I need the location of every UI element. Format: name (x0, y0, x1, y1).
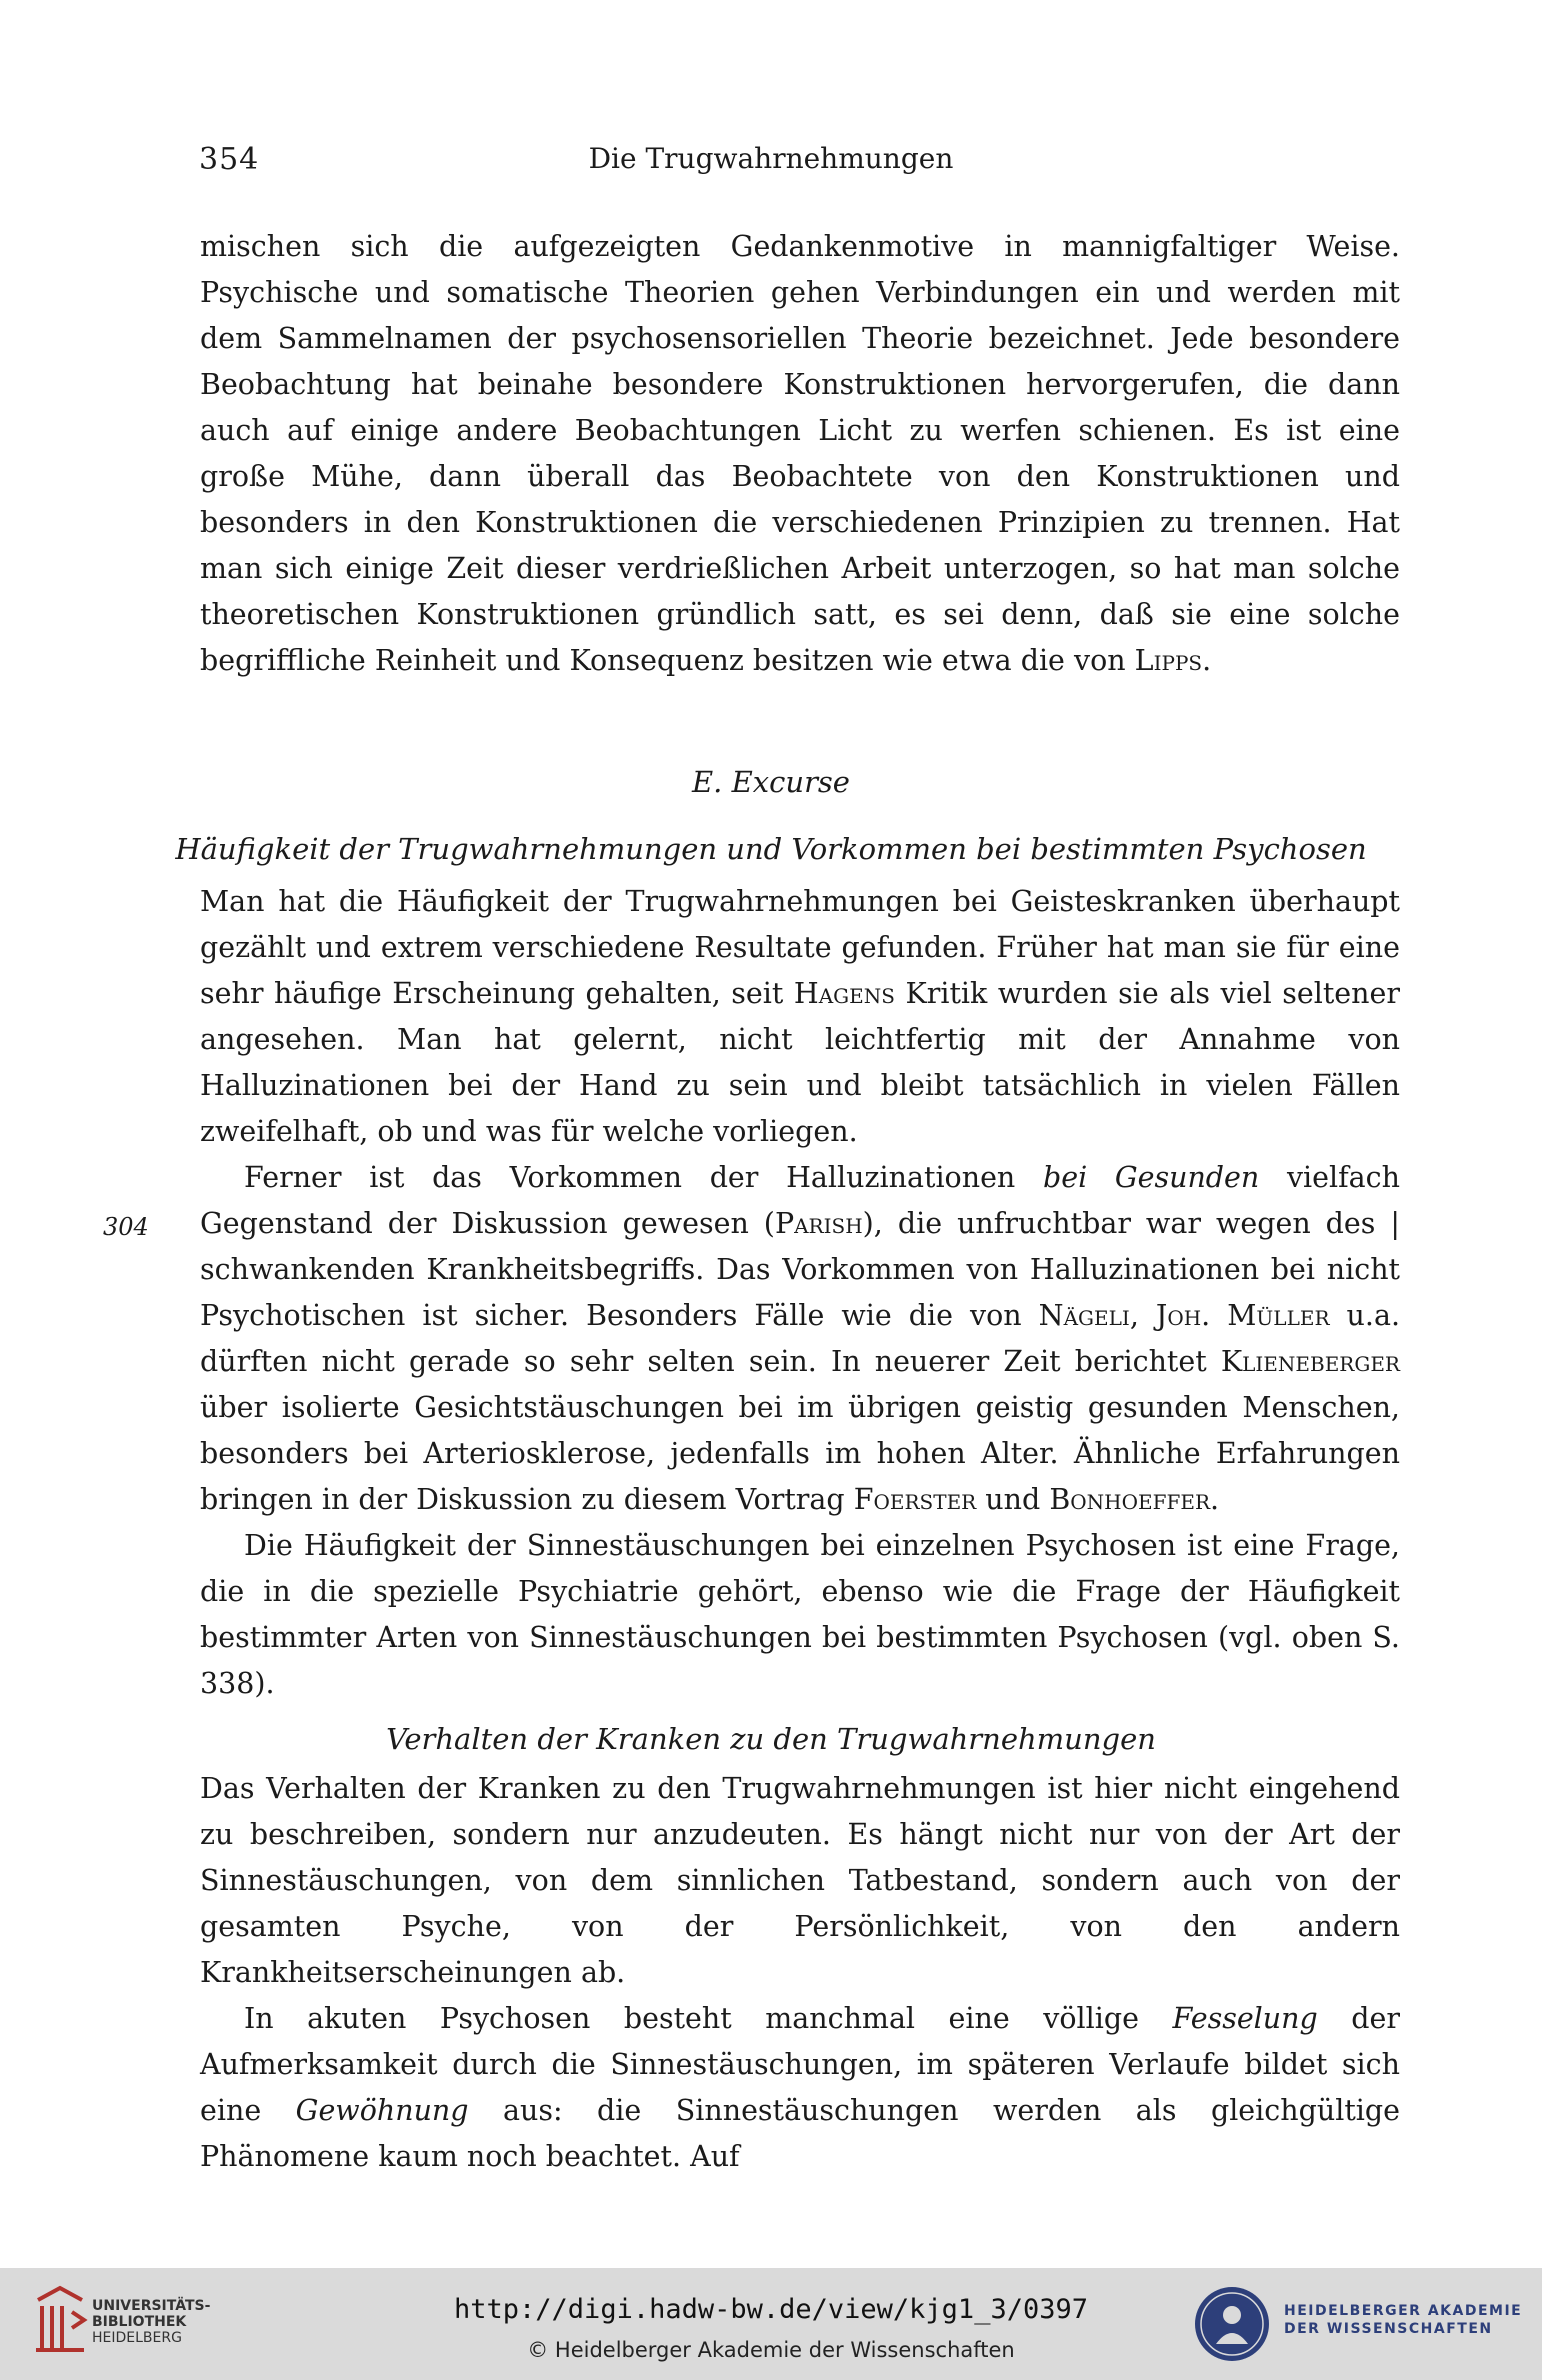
intro-paragraph: mischen sich die aufgezeigten Gedankenmotive in mannigfaltiger Weise. Psychische und somatische Theorien gehen Verbindungen ein und werden mit dem Sammelnamen der psychosensoriellen Theorie bezeichnet. Jede besondere Beobachtung hat beinahe besondere Konstruktionen hervorgerufen, die dann auch auf einige andere Beobachtungen Licht zu werfen schienen. Es ist eine große Mühe, dann überall das Beobachtete von den Konstruktionen und besonders in den Konstruktionen die verschiedenen Prinzipien zu trennen. Hat man sich einige Zeit dieser verdrießlichen Arbeit unterzogen, so hat man solche theoretischen Konstruktionen gründlich satt, es sei denn, daß sie eine solche begriffliche Reinheit und Konsequenz besitzen wie etwa die von Lipps. (200, 230, 1400, 677)
author-name: Joh. Müller (1155, 1299, 1330, 1332)
section2-block (200, 1766, 1400, 2180)
section1-paragraph2: Ferner ist das Vorkommen der Halluzinationen bei Gesunden vielfach Gegenstand der Diskussion gewesen (Parish), die unfruchtbar war wegen des | schwankenden Krankheitsbegriffs. Das Vorkommen von Halluzinationen bei nicht Psychotischen ist sicher. Besonders Fälle wie die von Nägeli, Joh. Müller u.a. dürften nicht gerade so sehr selten sein. In neuerer Zeit berichtet Klieneberger über isolierte Gesichtstäuschungen bei im übrigen geistig gesunden Menschen, besonders bei Arteriosklerose, jedenfalls im hohen Alter. Ähnliche Erfahrungen bringen in der Diskussion zu diesem Vortrag Foerster und Bonhoeffer. (200, 1161, 1401, 1516)
author-name: Lipps (1134, 644, 1203, 677)
author-name: Foerster (853, 1483, 977, 1516)
author-name: Klieneberger (1220, 1345, 1400, 1378)
section1-paragraph1: Man hat die Häufigkeit der Trugwahrnehmungen bei Geisteskranken überhaupt gezählt und extrem verschiedene Resultate gefunden. Früher hat man sie für eine sehr häufige Erscheinung gehalten, seit Hagens Kritik wurden sie als viel seltener angesehen. Man hat gelernt, nicht leichtfertig mit der Annahme von Halluzinationen bei der Hand zu sein und bleibt tatsächlich in vielen Fällen zweifelhaft, ob und was für welche vorliegen. (200, 885, 1400, 1148)
section1-paragraph3: Die Häufigkeit der Sinnestäuschungen bei einzelnen Psychosen ist eine Frage, die in die spezielle Psychiatrie gehört, ebenso wie die Frage der Häufigkeit bestimmter Arten von Sinnestäuschungen bei bestimmten Psychosen (vgl. oben S. 338). (200, 1529, 1400, 1700)
running-title: Die Trugwahrnehmungen (588, 142, 954, 175)
intro-block (200, 224, 1400, 684)
author-name: Nägeli (1038, 1299, 1130, 1332)
page-number: 354 (199, 142, 260, 177)
academy-name: HEIDELBERGER AKADEMIE DER WISSENSCHAFTEN (1284, 2303, 1523, 2337)
section2-paragraph2: In akuten Psychosen besteht manchmal eine völlige Fesselung der Aufmerksamkeit durch die Sinnestäuschungen, im späteren Verlaufe bildet sich eine Gewöhnung aus: die Sinnestäuschungen werden als gleichgültige Phänomene kaum noch beachtet. Auf (200, 2002, 1401, 2173)
footer-bar (0, 2268, 1542, 2380)
library-name: UNIVERSITÄTS- BIBLIOTHEK HEIDELBERG (92, 2298, 211, 2346)
section-title: E. Excurse (692, 765, 850, 799)
author-name: Parish (774, 1207, 863, 1240)
author-name: Hagens (793, 977, 895, 1010)
academy-seal-icon (1192, 2284, 1272, 2364)
margin-page-reference: 304 (103, 1213, 149, 1241)
author-name: Bonhoeffer (1049, 1483, 1211, 1516)
permalink-url[interactable]: http://digi.hadw-bw.de/view/kjg1_3/0397 (454, 2294, 1088, 2325)
section2-paragraph1: Das Verhalten der Kranken zu den Trugwahrnehmungen ist hier nicht eingehend zu beschreiben, sondern nur anzudeuten. Es hängt nicht nur von der Art der Sinnestäuschungen, von dem sinnlichen Tatbestand, sondern auch von der gesamten Psyche, von der Persönlichkeit, von den andern Krankheitserscheinungen ab. (200, 1772, 1400, 1989)
section1-block (200, 879, 1400, 1707)
subsection-title-frequency: Häufigkeit der Trugwahrnehmungen und Vorkommen bei bestimmten Psychosen (175, 832, 1367, 866)
copyright-notice: © Heidelberger Akademie der Wissenschaften (527, 2338, 1015, 2362)
subsection-title-behaviour: Verhalten der Kranken zu den Trugwahrnehmungen (386, 1722, 1156, 1756)
